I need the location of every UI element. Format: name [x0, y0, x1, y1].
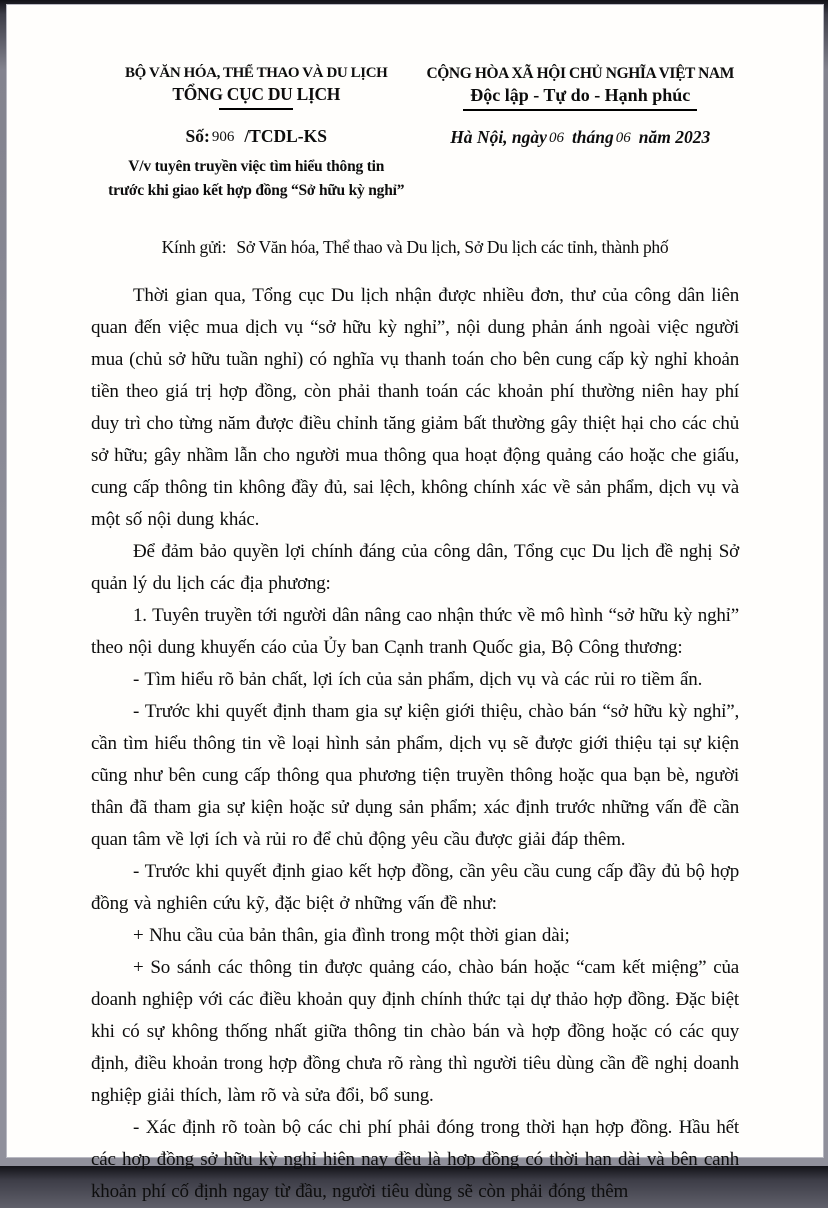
national-motto-line2: Độc lập - Tự do - Hạnh phúc	[470, 85, 691, 105]
body-paragraph: Thời gian qua, Tổng cục Du lịch nhận được nhiều đơn, thư của công dân liên quan đến việc mua dịch vụ “sở hữu kỳ nghỉ”, nội dung phản ánh ngoài việc người mua (chủ sở hữu tuần nghỉ) có nghĩa vụ thanh toán cho bên cung cấp kỳ nghỉ khoản tiền theo giá trị hợp đồng, còn phải thanh toán các khoản phí thường niên hay phí duy trì cho từng năm được điều chỉnh tăng giảm bất thường gây thiệt hại cho các chủ sở hữu; gây nhầm lẫn cho người mua thông qua hoạt động quảng cáo hoặc che giấu, cung cấp thông tin không đầy đủ, sai lệch, không chính xác về sản phẩm, dịch vụ và một số nội dung khác.	[91, 285, 739, 531]
doc-number-label: Số:	[185, 126, 210, 146]
salutation-recipient: Sở Văn hóa, Thể thao và Du lịch, Sở Du lịch các tỉnh, thành phố	[236, 237, 669, 258]
body-paragraph: - Trước khi quyết định tham gia sự kiện giới thiệu, chào bán “sở hữu kỳ nghỉ”, cần tìm hiểu thông tin về loại hình sản phẩm, dịch vụ sẽ được giới thiệu tại sự kiện cũng như bên cung cấp thông qua phương tiện truyền thông hoặc qua bạn bè, người thân đã tham gia sự kiện hoặc sử dụng sản phẩm; xác định trước những vấn đề cần quan tâm về lợi ích và rủi ro để chủ động yêu cầu được giải đáp thêm.	[91, 701, 739, 851]
body-paragraph: - Tìm hiểu rõ bản chất, lợi ích của sản phẩm, dịch vụ và các rủi ro tiềm ẩn.	[133, 669, 703, 691]
body-paragraph: 1. Tuyên truyền tới người dân nâng cao nhận thức về mô hình “sở hữu kỳ nghỉ” theo nội dung khuyến cáo của Ủy ban Cạnh tranh Quốc gia, Bộ Công thương:	[91, 605, 739, 659]
issuing-agency-block	[91, 65, 421, 203]
date-month: 06	[615, 130, 631, 146]
subject-line-2: trước khi giao kết hợp đồng “Sở hữu kỳ nghỉ”	[108, 182, 405, 200]
document-header	[91, 65, 739, 203]
subject-line-1: V/v tuyên truyền việc tìm hiểu thông tin	[128, 158, 385, 175]
agency-name: TỔNG CỤC DU LỊCH	[172, 84, 341, 104]
doc-number-value: 906	[211, 129, 235, 145]
document-page	[7, 5, 823, 1203]
national-motto-line1: CỘNG HÒA XÃ HỘI CHỦ NGHĨA VIỆT NAM	[426, 65, 734, 82]
date-month-label: tháng	[571, 127, 614, 147]
ministry-name: BỘ VĂN HÓA, THỂ THAO VÀ DU LỊCH	[125, 65, 388, 81]
agency-underline	[219, 108, 293, 110]
national-header-block	[421, 65, 739, 203]
doc-number-suffix: /TCDL-KS	[244, 126, 327, 146]
date-day: 06	[548, 130, 564, 146]
place-and-date-line	[421, 127, 739, 148]
date-year: năm 2023	[638, 127, 711, 147]
body-paragraph: Để đảm bảo quyền lợi chính đáng của công dân, Tổng cục Du lịch đề nghị Sở quản lý du lịch các địa phương:	[91, 541, 739, 595]
body-paragraph: + Nhu cầu của bản thân, gia đình trong một thời gian dài;	[133, 925, 570, 947]
salutation-line	[91, 237, 739, 258]
document-body	[91, 280, 739, 1208]
body-paragraph: - Trước khi quyết định giao kết hợp đồng, cần yêu cầu cung cấp đầy đủ bộ hợp đồng và nghiên cứu kỹ, đặc biệt ở những vấn đề như:	[91, 861, 739, 915]
body-paragraph: - Xác định rõ toàn bộ các chi phí phải đóng trong thời hạn hợp đồng. Hầu hết các hợp đồng sở hữu kỳ nghỉ hiện nay đều là hợp đồng có thời hạn dài và bên cạnh khoản phí cố định ngay từ đầu, người tiêu dùng sẽ còn phải đóng thêm	[91, 1117, 739, 1203]
document-number-line	[91, 126, 421, 147]
motto-underline	[463, 109, 697, 111]
date-prefix: Hà Nội, ngày	[450, 127, 547, 147]
salutation-label: Kính gửi:	[161, 237, 227, 258]
body-paragraph: + So sánh các thông tin được quảng cáo, chào bán hoặc “cam kết miệng” của doanh nghiệp với các điều khoản quy định chính thức tại dự thảo hợp đồng. Đặc biệt khi có sự không thống nhất giữa thông tin chào bán và hợp đồng hoặc có các quy định, điều khoản trong hợp đồng chưa rõ ràng thì người tiêu dùng cần đề nghị doanh nghiệp giải thích, làm rõ và sửa đổi, bổ sung.	[91, 957, 739, 1107]
subject-block	[91, 155, 421, 203]
